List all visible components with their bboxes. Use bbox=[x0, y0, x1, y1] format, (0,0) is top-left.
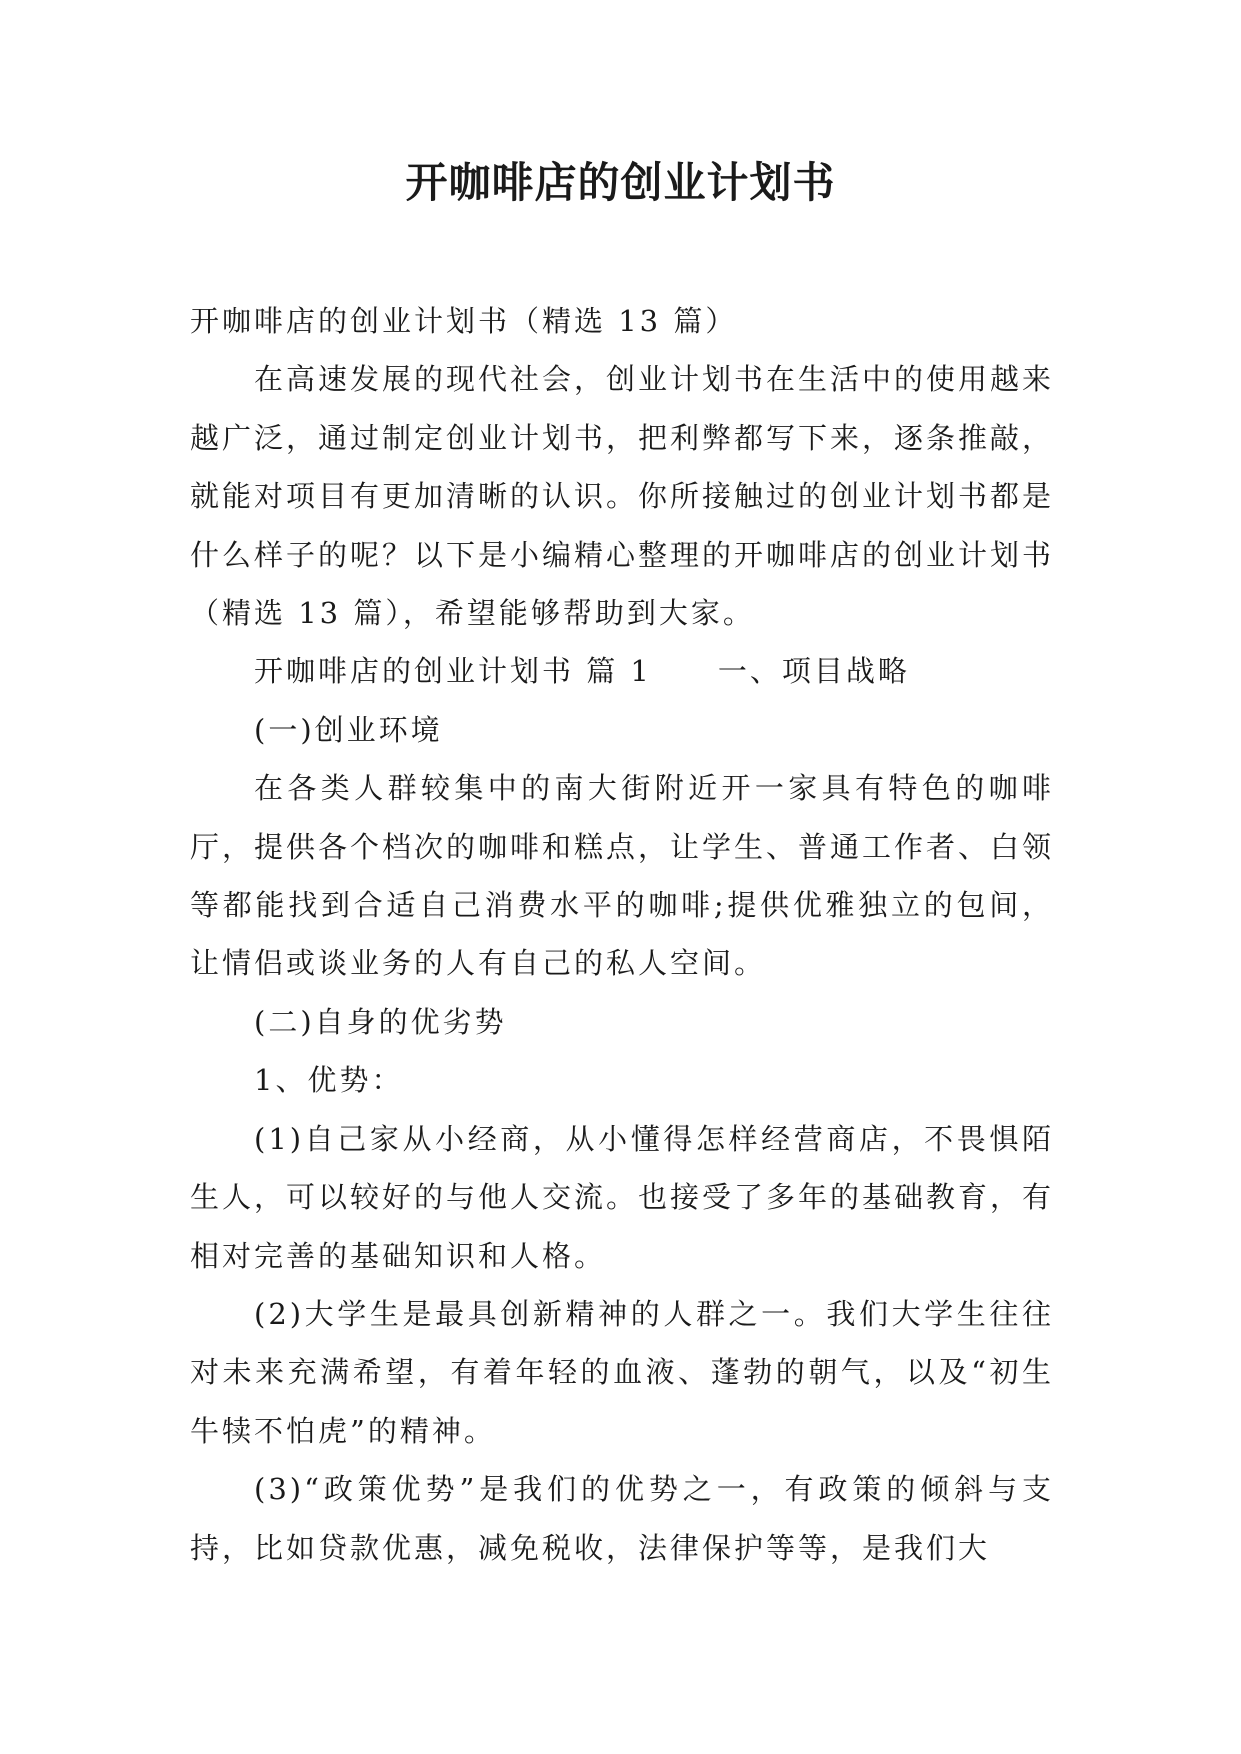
section-heading-line bbox=[190, 642, 1054, 700]
document-title: 开咖啡店的创业计划书 bbox=[405, 158, 836, 207]
document-subtitle: 开咖啡店的创业计划书（精选 13 篇） bbox=[190, 304, 738, 338]
document-body bbox=[190, 292, 1054, 1577]
section-label: 开咖啡店的创业计划书 篇 1 bbox=[254, 654, 652, 689]
subsection-heading-strengths-weaknesses: (二)自身的优劣势 bbox=[254, 1004, 507, 1039]
advantage-point-3: (3)“政策优势”是我们的优势之一，有政策的倾斜与支持，比如贷款优惠，减免税收，法律保护等等，是我们大 bbox=[190, 1472, 1054, 1565]
advantage-point-1: (1)自己家从小经商，从小懂得怎样经营商店，不畏惧陌生人，可以较好的与他人交流。也接受了多年的基础教育，有相对完善的基础知识和人格。 bbox=[190, 1121, 1055, 1273]
subsection-heading-environment: (一)创业环境 bbox=[254, 712, 443, 747]
intro-paragraph: 在高速发展的现代社会，创业计划书在生活中的使用越来越广泛，通过制定创业计划书，把利弊都写下来，逐条推敲，就能对项目有更加清晰的认识。你所接触过的创业计划书都是什么样子的呢？以下是小编精心整理的开咖啡店的创业计划书（精选 13 篇），希望能够帮助到大家。 bbox=[190, 362, 1055, 631]
section-heading: 一、项目战略 bbox=[717, 654, 910, 689]
environment-paragraph: 在各类人群较集中的南大街附近开一家具有特色的咖啡厅，提供各个档次的咖啡和糕点，让学生、普通工作者、白领等都能找到合适自己消费水平的咖啡;提供优雅独立的包间，让情侣或谈业务的人有自己的私人空间。 bbox=[190, 771, 1055, 981]
advantages-heading: 1、优势： bbox=[254, 1063, 404, 1098]
advantage-point-2: (2)大学生是最具创新精神的人群之一。我们大学生往往对未来充满希望，有着年轻的血液、蓬勃的朝气，以及“初生牛犊不怕虎”的精神。 bbox=[190, 1296, 1054, 1448]
